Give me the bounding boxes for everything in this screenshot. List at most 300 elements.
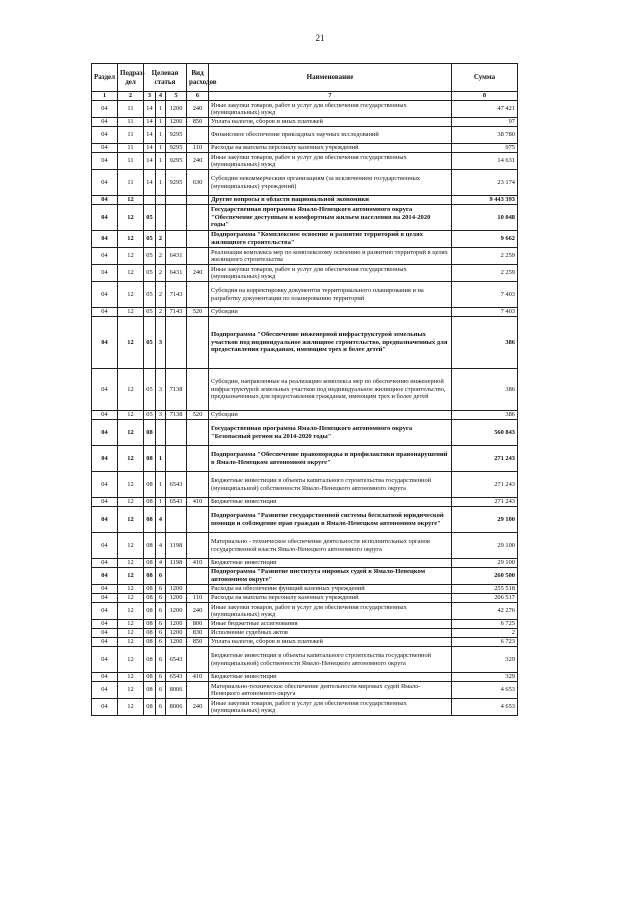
cell-direction bbox=[166, 507, 187, 533]
cell-subsection: 12 bbox=[118, 265, 144, 282]
cell-section: 04 bbox=[92, 620, 118, 629]
cell-amount: 271 243 bbox=[452, 446, 518, 472]
cell-program: 08 bbox=[144, 446, 156, 472]
table-row bbox=[92, 369, 518, 411]
cell-program: 08 bbox=[144, 420, 156, 446]
cell-section: 04 bbox=[92, 585, 118, 594]
cell-subprogram: 2 bbox=[156, 308, 166, 317]
cell-subprogram: 1 bbox=[156, 170, 166, 196]
cell-direction: 1200 bbox=[166, 638, 187, 647]
cell-amount: 560 843 bbox=[452, 420, 518, 446]
cell-subprogram bbox=[156, 205, 166, 231]
cell-expense-type bbox=[187, 317, 209, 369]
cell-direction: 6431 bbox=[166, 248, 187, 265]
cell-subprogram: 6 bbox=[156, 647, 166, 673]
cell-direction: 9295 bbox=[166, 170, 187, 196]
cell-direction: 9295 bbox=[166, 153, 187, 170]
cell-program: 08 bbox=[144, 629, 156, 638]
table-row bbox=[92, 118, 518, 127]
cell-program: 08 bbox=[144, 507, 156, 533]
cell-section: 04 bbox=[92, 498, 118, 507]
cell-expense-type: 630 bbox=[187, 170, 209, 196]
cell-amount: 7 403 bbox=[452, 282, 518, 308]
table-row bbox=[92, 699, 518, 716]
cell-program: 05 bbox=[144, 205, 156, 231]
cell-expense-type: 410 bbox=[187, 673, 209, 682]
cell-name: Подпрограмма "Обеспечение инженерной инфраструктурой земельных участков под индивидуальное жилищное строительство, предназначенных для предоставления гражданам, имеющим трех и более детей" bbox=[209, 317, 452, 369]
cell-subsection: 12 bbox=[118, 559, 144, 568]
cell-direction bbox=[166, 568, 187, 585]
cell-section: 04 bbox=[92, 127, 118, 144]
cell-subprogram: 6 bbox=[156, 699, 166, 716]
cell-section: 04 bbox=[92, 533, 118, 559]
cell-subprogram: 2 bbox=[156, 265, 166, 282]
cell-section: 04 bbox=[92, 265, 118, 282]
cell-subprogram: 6 bbox=[156, 673, 166, 682]
cell-subprogram: 1 bbox=[156, 446, 166, 472]
cell-subprogram: 1 bbox=[156, 472, 166, 498]
cell-subsection: 11 bbox=[118, 118, 144, 127]
cell-amount: 329 bbox=[452, 673, 518, 682]
table-row bbox=[92, 420, 518, 446]
cell-direction: 6431 bbox=[166, 265, 187, 282]
cell-expense-type: 830 bbox=[187, 629, 209, 638]
cell-subprogram: 6 bbox=[156, 594, 166, 603]
cell-expense-type bbox=[187, 472, 209, 498]
cell-direction: 8006 bbox=[166, 682, 187, 699]
cell-program: 05 bbox=[144, 248, 156, 265]
table-row bbox=[92, 127, 518, 144]
cell-subprogram: 4 bbox=[156, 559, 166, 568]
cell-program: 08 bbox=[144, 472, 156, 498]
cell-section: 04 bbox=[92, 282, 118, 308]
header-amount: Сумма bbox=[452, 64, 518, 92]
cell-program: 14 bbox=[144, 144, 156, 153]
cell-direction: 7138 bbox=[166, 411, 187, 420]
table-row bbox=[92, 196, 518, 205]
cell-name: Расходы на выплаты персоналу казенных учреждений bbox=[209, 144, 452, 153]
cell-subsection: 12 bbox=[118, 647, 144, 673]
cell-amount: 29 100 bbox=[452, 559, 518, 568]
cell-subprogram: 6 bbox=[156, 682, 166, 699]
cell-name: Реализация комплекса мер по комплексному освоению и развитию территорий в целях жилищного строительства bbox=[209, 248, 452, 265]
table-row bbox=[92, 153, 518, 170]
cell-direction bbox=[166, 446, 187, 472]
cell-direction: 9295 bbox=[166, 144, 187, 153]
cell-direction: 6543 bbox=[166, 498, 187, 507]
cell-direction bbox=[166, 231, 187, 248]
cell-name: Расходы на обеспечение функций казенных учреждений bbox=[209, 585, 452, 594]
cell-name: Подпрограмма "Обеспечение правопорядка и профилактики правонарушений в Ямало-Ненецком автономном округе" bbox=[209, 446, 452, 472]
cell-name: Бюджетные инвестиции в объекты капитального строительства государственной (муниципальной) собственности Ямало-Ненецкого автономного округа bbox=[209, 647, 452, 673]
cell-subprogram: 1 bbox=[156, 498, 166, 507]
cell-expense-type bbox=[187, 533, 209, 559]
cell-amount: 206 517 bbox=[452, 594, 518, 603]
cell-name: Субсидии, направленные на реализацию комплекса мер по обеспечению инженерной инфраструктурой земельных участков под индивидуальное жилищное строительство, предназначенных для предоставления гражданам, имеющим трех и более детей bbox=[209, 369, 452, 411]
cell-amount: 42 276 bbox=[452, 603, 518, 620]
cell-subsection: 12 bbox=[118, 568, 144, 585]
cell-name: Подпрограмма "Комплексное освоение и развитие территорий в целях жилищного строительства" bbox=[209, 231, 452, 248]
page-number: 21 bbox=[315, 33, 325, 43]
column-number: 5 bbox=[166, 92, 187, 101]
cell-program: 05 bbox=[144, 308, 156, 317]
cell-subprogram: 6 bbox=[156, 620, 166, 629]
cell-direction: 6543 bbox=[166, 673, 187, 682]
cell-section: 04 bbox=[92, 638, 118, 647]
cell-section: 04 bbox=[92, 231, 118, 248]
cell-program: 05 bbox=[144, 265, 156, 282]
cell-program: 14 bbox=[144, 118, 156, 127]
cell-program: 08 bbox=[144, 682, 156, 699]
column-number: 7 bbox=[209, 92, 452, 101]
cell-expense-type bbox=[187, 196, 209, 205]
cell-subprogram: 1 bbox=[156, 101, 166, 118]
cell-section: 04 bbox=[92, 682, 118, 699]
cell-program: 05 bbox=[144, 231, 156, 248]
cell-direction bbox=[166, 205, 187, 231]
cell-subsection: 12 bbox=[118, 446, 144, 472]
cell-section: 04 bbox=[92, 205, 118, 231]
cell-subprogram: 6 bbox=[156, 603, 166, 620]
cell-section: 04 bbox=[92, 308, 118, 317]
cell-name: Подпрограмма "Развитие государственной системы бесплатной юридической помощи и соблюдение прав граждан в Ямало-Ненецком автономном округе" bbox=[209, 507, 452, 533]
cell-amount: 975 bbox=[452, 144, 518, 153]
cell-expense-type bbox=[187, 682, 209, 699]
table-row bbox=[92, 585, 518, 594]
cell-program: 14 bbox=[144, 127, 156, 144]
cell-expense-type: 520 bbox=[187, 411, 209, 420]
cell-amount: 4 653 bbox=[452, 699, 518, 716]
cell-expense-type bbox=[187, 369, 209, 411]
cell-section: 04 bbox=[92, 647, 118, 673]
cell-name: Государственная программа Ямало-Ненецкого автономного округа "Безопасный регион на 2014-2020 годы" bbox=[209, 420, 452, 446]
cell-subsection: 12 bbox=[118, 308, 144, 317]
cell-subsection: 12 bbox=[118, 507, 144, 533]
cell-subsection: 12 bbox=[118, 420, 144, 446]
table-row bbox=[92, 638, 518, 647]
cell-section: 04 bbox=[92, 507, 118, 533]
cell-program: 05 bbox=[144, 282, 156, 308]
cell-section: 04 bbox=[92, 603, 118, 620]
cell-subprogram bbox=[156, 420, 166, 446]
cell-amount: 4 653 bbox=[452, 682, 518, 699]
cell-subprogram: 6 bbox=[156, 638, 166, 647]
cell-expense-type bbox=[187, 205, 209, 231]
cell-amount: 255 518 bbox=[452, 585, 518, 594]
cell-subsection: 12 bbox=[118, 699, 144, 716]
table-row bbox=[92, 101, 518, 118]
cell-subsection: 12 bbox=[118, 638, 144, 647]
cell-section: 04 bbox=[92, 144, 118, 153]
cell-amount: 2 259 bbox=[452, 265, 518, 282]
cell-expense-type: 240 bbox=[187, 265, 209, 282]
cell-subprogram bbox=[156, 196, 166, 205]
cell-program: 08 bbox=[144, 568, 156, 585]
cell-section: 04 bbox=[92, 420, 118, 446]
cell-subprogram: 1 bbox=[156, 144, 166, 153]
cell-expense-type bbox=[187, 231, 209, 248]
cell-amount: 6 725 bbox=[452, 620, 518, 629]
cell-subprogram: 3 bbox=[156, 317, 166, 369]
header-exp-type: Вид расходов bbox=[187, 64, 209, 92]
table-row bbox=[92, 472, 518, 498]
cell-amount: 386 bbox=[452, 317, 518, 369]
cell-subprogram: 2 bbox=[156, 248, 166, 265]
cell-program: 05 bbox=[144, 369, 156, 411]
cell-subsection: 11 bbox=[118, 127, 144, 144]
table-row bbox=[92, 308, 518, 317]
cell-section: 04 bbox=[92, 446, 118, 472]
cell-section: 04 bbox=[92, 101, 118, 118]
cell-subsection: 11 bbox=[118, 153, 144, 170]
cell-section: 04 bbox=[92, 568, 118, 585]
table-row bbox=[92, 170, 518, 196]
cell-section: 04 bbox=[92, 559, 118, 568]
cell-name: Другие вопросы в области национальной экономики bbox=[209, 196, 452, 205]
cell-section: 04 bbox=[92, 196, 118, 205]
cell-name: Бюджетные инвестиции bbox=[209, 498, 452, 507]
cell-expense-type: 240 bbox=[187, 101, 209, 118]
cell-subprogram: 1 bbox=[156, 118, 166, 127]
cell-subsection: 12 bbox=[118, 620, 144, 629]
table-row bbox=[92, 594, 518, 603]
cell-subsection: 12 bbox=[118, 594, 144, 603]
cell-expense-type: 240 bbox=[187, 699, 209, 716]
cell-section: 04 bbox=[92, 170, 118, 196]
cell-name: Субсидия на корректировку документов территориального планирования и на разработку документации по планированию территорий bbox=[209, 282, 452, 308]
cell-expense-type bbox=[187, 127, 209, 144]
cell-name: Иные закупки товаров, работ и услуг для обеспечения государственных (муниципальных) нужд bbox=[209, 603, 452, 620]
cell-program: 08 bbox=[144, 673, 156, 682]
cell-subsection: 12 bbox=[118, 196, 144, 205]
cell-expense-type: 110 bbox=[187, 144, 209, 153]
table-row bbox=[92, 282, 518, 308]
cell-direction: 1200 bbox=[166, 585, 187, 594]
cell-direction: 1200 bbox=[166, 620, 187, 629]
table-row bbox=[92, 144, 518, 153]
cell-subprogram: 2 bbox=[156, 231, 166, 248]
cell-amount: 6 723 bbox=[452, 638, 518, 647]
cell-name: Подпрограмма "Развитие института мировых судей в Ямало-Ненецком автономном округе" bbox=[209, 568, 452, 585]
table-row bbox=[92, 673, 518, 682]
cell-direction: 6543 bbox=[166, 647, 187, 673]
table-row bbox=[92, 205, 518, 231]
cell-subprogram: 6 bbox=[156, 629, 166, 638]
cell-program: 08 bbox=[144, 533, 156, 559]
cell-subsection: 12 bbox=[118, 603, 144, 620]
cell-section: 04 bbox=[92, 248, 118, 265]
cell-program: 08 bbox=[144, 647, 156, 673]
table-row bbox=[92, 265, 518, 282]
cell-subsection: 11 bbox=[118, 144, 144, 153]
cell-expense-type bbox=[187, 585, 209, 594]
cell-name: Материально - техническое обеспечение деятельности исполнительных органов государственной власти Ямало-Ненецкого автономного округа bbox=[209, 533, 452, 559]
cell-subprogram: 6 bbox=[156, 585, 166, 594]
cell-name: Исполнение судебных актов bbox=[209, 629, 452, 638]
cell-name: Финансовое обеспечение прикладных научных исследований bbox=[209, 127, 452, 144]
cell-amount: 329 bbox=[452, 647, 518, 673]
table-row bbox=[92, 507, 518, 533]
cell-name: Иные бюджетные ассигнования bbox=[209, 620, 452, 629]
table-row bbox=[92, 568, 518, 585]
cell-amount: 260 500 bbox=[452, 568, 518, 585]
cell-subprogram: 4 bbox=[156, 533, 166, 559]
cell-amount: 14 631 bbox=[452, 153, 518, 170]
cell-section: 04 bbox=[92, 317, 118, 369]
cell-expense-type: 800 bbox=[187, 620, 209, 629]
cell-direction: 7143 bbox=[166, 308, 187, 317]
cell-direction: 7138 bbox=[166, 369, 187, 411]
cell-direction: 1200 bbox=[166, 101, 187, 118]
cell-program: 08 bbox=[144, 638, 156, 647]
cell-amount: 9 443 393 bbox=[452, 196, 518, 205]
cell-subsection: 12 bbox=[118, 317, 144, 369]
cell-direction bbox=[166, 196, 187, 205]
cell-expense-type bbox=[187, 507, 209, 533]
cell-amount: 38 780 bbox=[452, 127, 518, 144]
cell-subsection: 12 bbox=[118, 231, 144, 248]
column-number: 1 bbox=[92, 92, 118, 101]
cell-section: 04 bbox=[92, 673, 118, 682]
cell-subsection: 12 bbox=[118, 682, 144, 699]
cell-program: 05 bbox=[144, 411, 156, 420]
cell-name: Иные закупки товаров, работ и услуг для обеспечения государственных (муниципальных) нужд bbox=[209, 101, 452, 118]
cell-subsection: 11 bbox=[118, 101, 144, 118]
cell-expense-type bbox=[187, 647, 209, 673]
cell-name: Материально-техническое обеспечение деятельности мировых судей Ямало-Ненецкого автономного округа bbox=[209, 682, 452, 699]
column-number: 2 bbox=[118, 92, 144, 101]
table-row bbox=[92, 647, 518, 673]
table-row bbox=[92, 682, 518, 699]
cell-section: 04 bbox=[92, 699, 118, 716]
cell-subsection: 12 bbox=[118, 585, 144, 594]
cell-name: Расходы на выплаты персоналу казенных учреждений bbox=[209, 594, 452, 603]
cell-amount: 271 243 bbox=[452, 472, 518, 498]
cell-expense-type: 240 bbox=[187, 603, 209, 620]
cell-name: Бюджетные инвестиции bbox=[209, 559, 452, 568]
cell-expense-type: 240 bbox=[187, 153, 209, 170]
cell-name: Субсидии bbox=[209, 411, 452, 420]
cell-name: Уплата налогов, сборов и иных платежей bbox=[209, 638, 452, 647]
cell-subprogram: 4 bbox=[156, 507, 166, 533]
cell-amount: 386 bbox=[452, 411, 518, 420]
cell-expense-type bbox=[187, 248, 209, 265]
cell-subsection: 12 bbox=[118, 498, 144, 507]
cell-expense-type bbox=[187, 446, 209, 472]
cell-section: 04 bbox=[92, 594, 118, 603]
cell-subsection: 12 bbox=[118, 248, 144, 265]
column-number-row bbox=[92, 92, 518, 101]
cell-program: 08 bbox=[144, 603, 156, 620]
header-subsection: Подраз-дел bbox=[118, 64, 144, 92]
table-row bbox=[92, 603, 518, 620]
cell-program: 14 bbox=[144, 153, 156, 170]
cell-amount: 2 bbox=[452, 629, 518, 638]
cell-subsection: 12 bbox=[118, 282, 144, 308]
cell-subsection: 12 bbox=[118, 629, 144, 638]
cell-amount: 29 100 bbox=[452, 507, 518, 533]
cell-expense-type: 850 bbox=[187, 118, 209, 127]
cell-program: 08 bbox=[144, 699, 156, 716]
budget-table bbox=[91, 63, 518, 716]
cell-subsection: 12 bbox=[118, 472, 144, 498]
cell-subprogram: 2 bbox=[156, 282, 166, 308]
cell-section: 04 bbox=[92, 153, 118, 170]
cell-program: 08 bbox=[144, 585, 156, 594]
cell-amount: 97 bbox=[452, 118, 518, 127]
header-target: Целевая статья bbox=[144, 64, 187, 92]
header-row bbox=[92, 64, 518, 92]
cell-section: 04 bbox=[92, 629, 118, 638]
cell-amount: 29 100 bbox=[452, 533, 518, 559]
cell-program: 14 bbox=[144, 170, 156, 196]
cell-expense-type: 520 bbox=[187, 308, 209, 317]
cell-name: Бюджетные инвестиции в объекты капитального строительства государственной (муниципальной) собственности Ямало-Ненецкого автономного округа bbox=[209, 472, 452, 498]
cell-direction: 1198 bbox=[166, 533, 187, 559]
cell-subprogram: 6 bbox=[156, 568, 166, 585]
cell-program: 08 bbox=[144, 620, 156, 629]
cell-direction: 6543 bbox=[166, 472, 187, 498]
cell-program: 05 bbox=[144, 317, 156, 369]
cell-subprogram: 3 bbox=[156, 411, 166, 420]
table-row bbox=[92, 533, 518, 559]
cell-direction bbox=[166, 420, 187, 446]
cell-program: 08 bbox=[144, 594, 156, 603]
column-number: 3 bbox=[144, 92, 156, 101]
cell-amount: 271 243 bbox=[452, 498, 518, 507]
cell-amount: 2 259 bbox=[452, 248, 518, 265]
cell-direction: 1200 bbox=[166, 118, 187, 127]
header-name: Наименование bbox=[209, 64, 452, 92]
cell-direction: 9295 bbox=[166, 127, 187, 144]
cell-name: Иные закупки товаров, работ и услуг для обеспечения государственных (муниципальных) нужд bbox=[209, 153, 452, 170]
cell-subsection: 12 bbox=[118, 369, 144, 411]
cell-amount: 7 403 bbox=[452, 308, 518, 317]
cell-subprogram: 1 bbox=[156, 153, 166, 170]
cell-name: Бюджетные инвестиции bbox=[209, 673, 452, 682]
cell-direction: 1200 bbox=[166, 603, 187, 620]
cell-name: Иные закупки товаров, работ и услуг для обеспечения государственных (муниципальных) нужд bbox=[209, 265, 452, 282]
cell-amount: 23 174 bbox=[452, 170, 518, 196]
cell-direction: 1200 bbox=[166, 594, 187, 603]
cell-expense-type bbox=[187, 568, 209, 585]
cell-expense-type bbox=[187, 420, 209, 446]
cell-amount: 9 662 bbox=[452, 231, 518, 248]
cell-subsection: 12 bbox=[118, 205, 144, 231]
cell-program: 08 bbox=[144, 498, 156, 507]
table-row bbox=[92, 231, 518, 248]
cell-expense-type: 850 bbox=[187, 638, 209, 647]
cell-program: 14 bbox=[144, 101, 156, 118]
cell-subprogram: 1 bbox=[156, 127, 166, 144]
cell-program: 08 bbox=[144, 559, 156, 568]
column-number: 4 bbox=[156, 92, 166, 101]
table-row bbox=[92, 446, 518, 472]
table-row bbox=[92, 317, 518, 369]
cell-amount: 386 bbox=[452, 369, 518, 411]
cell-subsection: 12 bbox=[118, 533, 144, 559]
table-row bbox=[92, 248, 518, 265]
cell-subsection: 12 bbox=[118, 411, 144, 420]
cell-amount: 10 048 bbox=[452, 205, 518, 231]
table-row bbox=[92, 498, 518, 507]
cell-subsection: 11 bbox=[118, 170, 144, 196]
cell-expense-type: 410 bbox=[187, 498, 209, 507]
column-number: 6 bbox=[187, 92, 209, 101]
cell-subsection: 12 bbox=[118, 673, 144, 682]
cell-direction: 1200 bbox=[166, 629, 187, 638]
cell-direction: 1198 bbox=[166, 559, 187, 568]
